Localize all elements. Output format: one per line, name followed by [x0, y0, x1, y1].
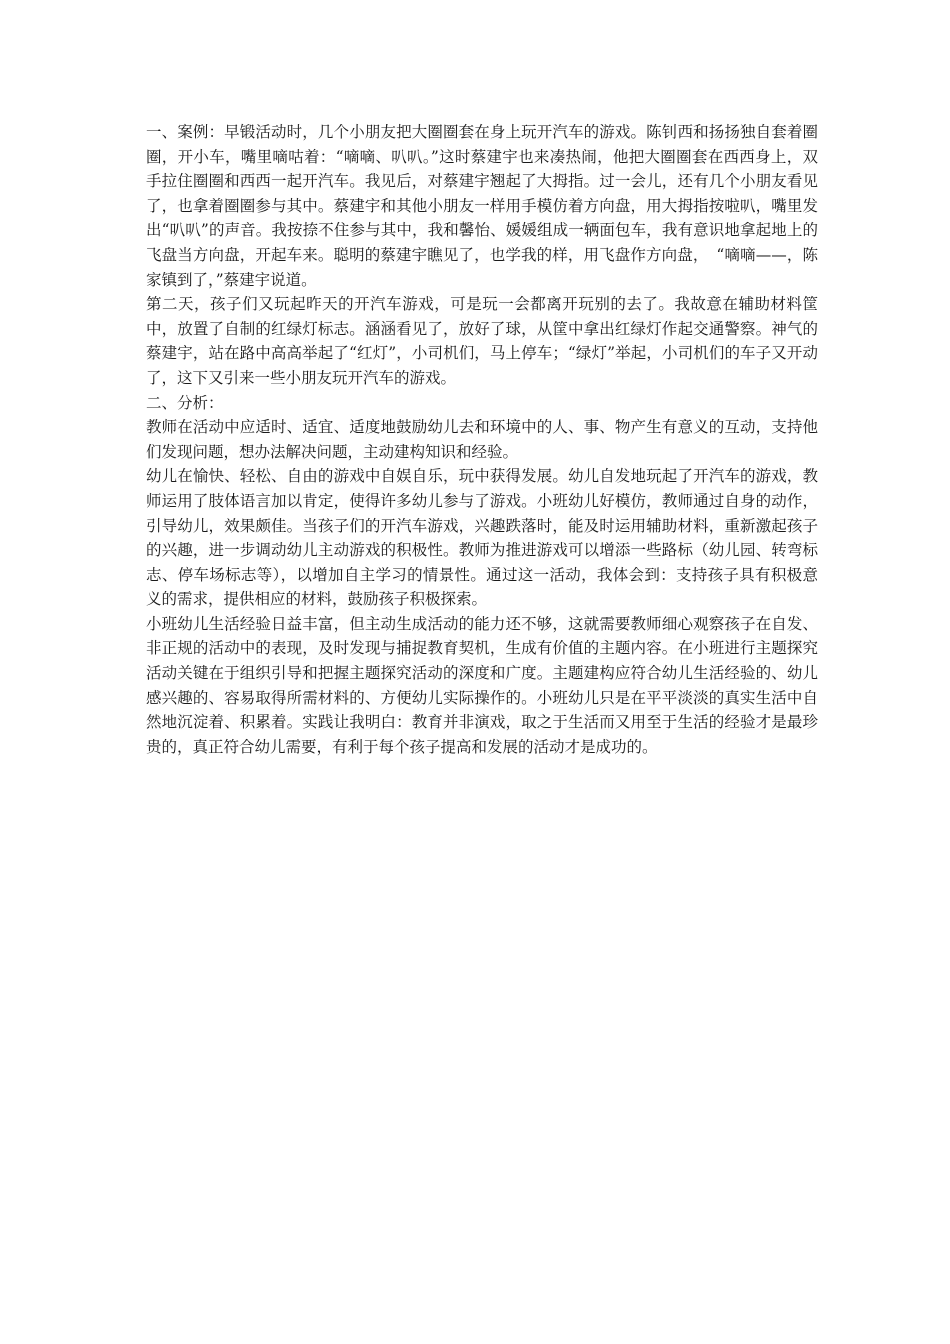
document-body — [146, 120, 818, 759]
analysis-paragraph-1: 教师在活动中应适时、适宜、适度地鼓励幼儿去和环境中的人、事、物产生有意义的互动，支持他们发现问题，想办法解决问题，主动建构知识和经验。 — [146, 418, 818, 461]
analysis-heading: 二、分析： — [146, 393, 224, 412]
second-day-paragraph: 第二天，孩子们又玩起昨天的开汽车游戏，可是玩一会都离开玩别的去了。我故意在辅助材料筐中，放置了自制的红绿灯标志。涵涵看见了，放好了球，从筐中拿出红绿灯作起交通警察。神气的蔡建宇，站在路中高高举起了“红灯”，小司机们，马上停车；“绿灯”举起，小司机们的车子又开动了，这下又引来一些小朋友玩开汽车的游戏。 — [146, 295, 818, 387]
analysis-paragraph-2: 幼儿在愉快、轻松、自由的游戏中自娱自乐，玩中获得发展。幼儿自发地玩起了开汽车的游戏，教师运用了肢体语言加以肯定，使得许多幼儿参与了游戏。小班幼儿好模仿，教师通过自身的动作，引导幼儿，效果颇佳。当孩子们的开汽车游戏，兴趣跌落时，能及时运用辅助材料，重新激起孩子的兴趣，进一步调动幼儿主动游戏的积极性。教师为推进游戏可以增添一些路标（幼儿园、转弯标志、停车场标志等），以增加自主学习的情景性。通过这一活动，我体会到：支持孩子具有积极意义的需求，提供相应的材料，鼓励孩子积极探索。 — [146, 467, 818, 609]
analysis-paragraph-3: 小班幼儿生活经验日益丰富，但主动生成活动的能力还不够，这就需要教师细心观察孩子在自发、非正规的活动中的表现，及时发现与捕捉教育契机，生成有价值的主题内容。在小班进行主题探究活动关键在于组织引导和把握主题探究活动的深度和广度。主题建构应符合幼儿生活经验的、幼儿感兴趣的、容易取得所需材料的、方便幼儿实际操作的。小班幼儿只是在平平淡淡的真实生活中自然地沉淀着、积累着。实践让我明白：教育并非演戏，取之于生活而又用至于生活的经验才是最珍贵的，真正符合幼儿需要，有利于每个孩子提高和发展的活动才是成功的。 — [146, 614, 818, 756]
case-paragraph: 一、案例：早锻活动时，几个小朋友把大圈圈套在身上玩开汽车的游戏。陈钊西和扬扬独自套着圈圈，开小车，嘴里嘀咕着：“嘀嘀、叭叭。”这时蔡建宇也来凑热闹，他把大圈圈套在西西身上，双手拉住圈圈和西西一起开汽车。我见后，对蔡建宇翘起了大拇指。过一会儿，还有几个小朋友看见了，也拿着圈圈参与其中。蔡建宇和其他小朋友一样用手模仿着方向盘，用大拇指按啦叭，嘴里发出“叭叭”的声音。我按捺不住参与其中，我和馨怡、媛媛组成一辆面包车，我有意识地拿起地上的飞盘当方向盘，开起车来。聪明的蔡建宇瞧见了，也学我的样，用飞盘作方向盘， “嘀嘀——，陈家镇到了，”蔡建宇说道。 — [146, 123, 818, 289]
